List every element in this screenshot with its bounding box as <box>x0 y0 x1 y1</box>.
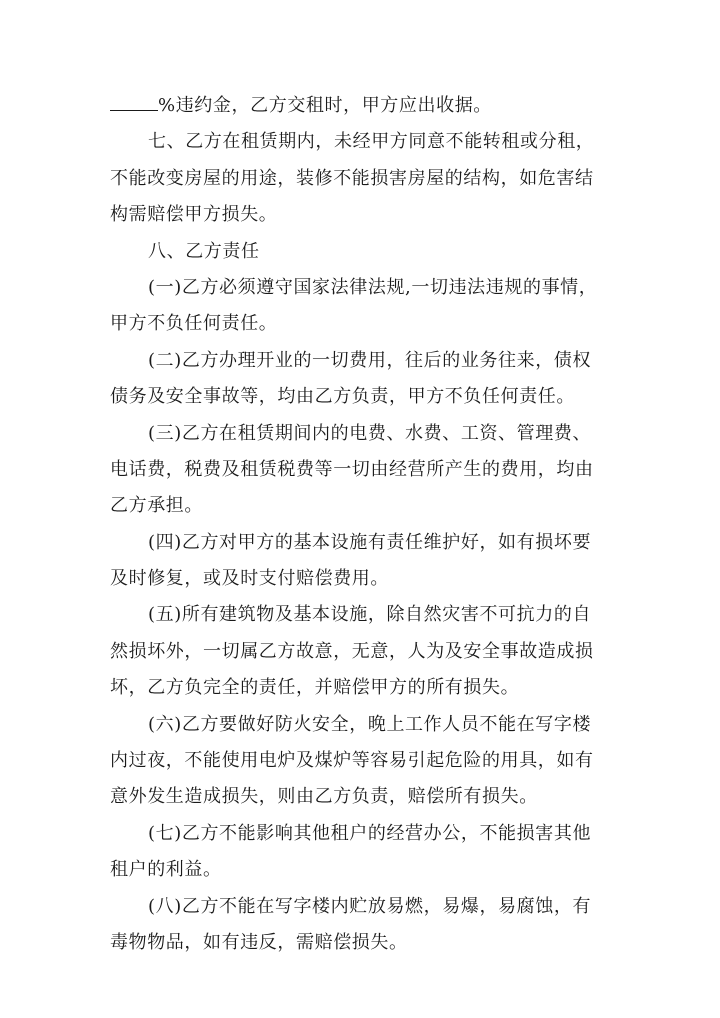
section-heading: 八、乙方责任 <box>148 240 260 262</box>
text-line: 乙方承担。 <box>110 495 203 517</box>
text-line: 债务及安全事故等，均由乙方负责，甲方不负任何责任。 <box>110 386 575 408</box>
text-line: 内过夜，不能使用电炉及煤炉等容易引起危险的用具，如有 <box>110 750 594 772</box>
text-line: 及时修复，或及时支付赔偿费用。 <box>110 568 389 590</box>
text-line: (一)乙方必须遵守国家法律法规,一切违法违规的事情， <box>148 276 598 298</box>
text-line: 构需赔偿甲方损失。 <box>110 204 278 226</box>
text-line: 不能改变房屋的用途，装修不能损害房屋的结构，如危害结 <box>110 167 594 189</box>
text-line: (八)乙方不能在写字楼内贮放易燃，易爆，易腐蚀，有 <box>148 895 592 917</box>
text-line: 七、乙方在租赁期内，未经甲方同意不能转租或分租， <box>148 131 595 153</box>
text-line: (二)乙方办理开业的一切费用，往后的业务往来，债权 <box>148 349 592 371</box>
text-line: 甲方不负任何责任。 <box>110 313 278 335</box>
text-line: 然损坏外，一切属乙方故意，无意，人为及安全事故造成损 <box>110 640 594 662</box>
text-line: 租户的利益。 <box>110 859 222 881</box>
text-line: (四)乙方对甲方的基本设施有责任维护好，如有损坏要 <box>148 531 592 553</box>
document-page <box>110 88 620 961</box>
text-line: 电话费，税费及租赁税费等一切由经营所产生的费用，均由 <box>110 458 594 480</box>
text-line <box>110 88 620 124</box>
text-line: 毒物物品，如有违反，需赔偿损失。 <box>110 931 408 953</box>
fill-in-blank <box>110 94 158 111</box>
text-line: (七)乙方不能影响其他租户的经营办公，不能损害其他 <box>148 822 592 844</box>
text-line: (五)所有建筑物及基本设施，除自然灾害不可抗力的自 <box>148 604 592 626</box>
line-text: %违约金，乙方交租时，甲方应出收据。 <box>158 95 492 116</box>
text-line: 坏，乙方负完全的责任，并赔偿甲方的所有损失。 <box>110 677 520 699</box>
text-line: 意外发生造成损失，则由乙方负责，赔偿所有损失。 <box>110 786 538 808</box>
text-line: (六)乙方要做好防火安全，晚上工作人员不能在写字楼 <box>148 713 592 735</box>
text-line: (三)乙方在租赁期间内的电费、水费、工资、管理费、 <box>148 422 592 444</box>
